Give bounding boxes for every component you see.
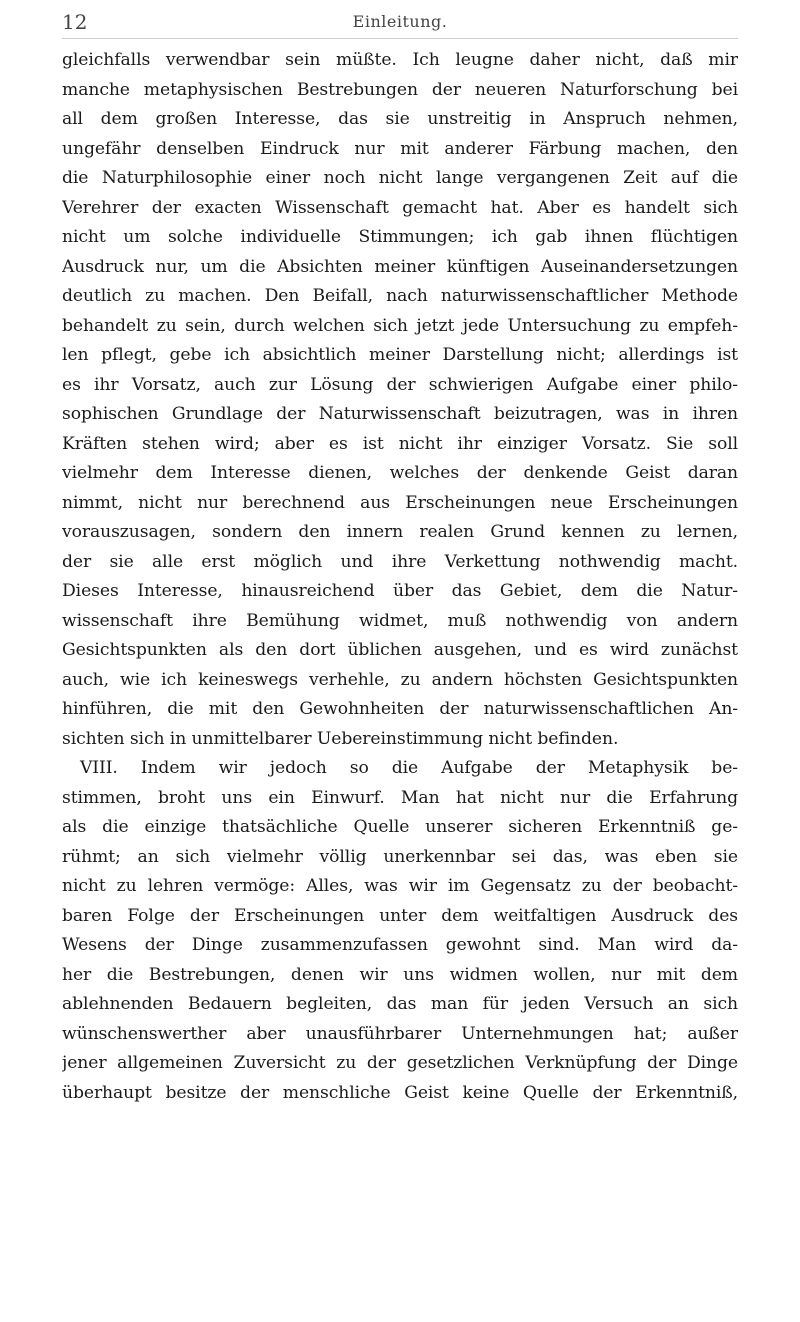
text-line: ungefähr denselben Eindruck nur mit anderer Färbung machen, den (62, 138, 738, 159)
text-line: sichten sich in unmittelbarer Uebereinstimmung nicht befinden. (62, 728, 619, 749)
text-line: gleichfalls verwendbar sein müßte. Ich leugne daher nicht, daß mir (62, 50, 738, 70)
text-line: sophischen Grundlage der Naturwissenschaft beizutragen, was in ihren (62, 404, 738, 424)
running-head (62, 4, 738, 39)
text-line: es ihr Vorsatz, auch zur Lösung der schwierigen Aufgabe einer philo- (62, 374, 738, 395)
text-line: manche metaphysischen Bestrebungen der neueren Naturforschung bei (62, 79, 738, 100)
text-line: deutlich zu machen. Den Beifall, nach naturwissenschaftlicher Methode (62, 286, 738, 306)
text-line: Gesichtspunkten als den dort üblichen ausgehen, und es wird zunächst (62, 640, 738, 660)
text-line: Kräften stehen wird; aber es ist nicht ihr einziger Vorsatz. Sie soll (62, 433, 738, 454)
text-line: wissenschaft ihre Bemühung widmet, muß nothwendig von andern (62, 610, 738, 631)
text-line: baren Folge der Erscheinungen unter dem weitfaltigen Ausdruck des (62, 905, 738, 926)
text-line: als die einzige thatsächliche Quelle unserer sicheren Erkenntniß ge- (62, 817, 738, 837)
text-line: jener allgemeinen Zuversicht zu der gesetzlichen Verknüpfung der Dinge (62, 1053, 738, 1073)
text-line: der sie alle erst möglich und ihre Verkettung nothwendig macht. (62, 551, 738, 572)
text-line: Verehrer der exacten Wissenschaft gemacht hat. Aber es handelt sich (62, 197, 738, 218)
text-line: Dieses Interesse, hinausreichend über das Gebiet, dem die Natur- (62, 581, 738, 601)
page-number: 12 (62, 10, 88, 34)
text-line: her die Bestrebungen, denen wir uns widmen wollen, nur mit dem (62, 964, 738, 985)
text-line: auch, wie ich keineswegs verhehle, zu andern höchsten Gesichtspunkten (62, 669, 738, 690)
text-line: nimmt, nicht nur berechnend aus Erscheinungen neue Erscheinungen (62, 492, 738, 513)
text-line: vielmehr dem Interesse dienen, welches der denkende Geist daran (62, 463, 738, 483)
text-line: hinführen, die mit den Gewohnheiten der naturwissenschaftlichen An- (62, 699, 738, 719)
text-line: Ausdruck nur, um die Absichten meiner künftigen Auseinandersetzungen (62, 256, 738, 277)
text-line: die Naturphilosophie einer noch nicht lange vergangenen Zeit auf die (62, 168, 738, 188)
text-line: nicht um solche individuelle Stimmungen; ich gab ihnen flüchtigen (62, 227, 738, 247)
text-line: rühmt; an sich vielmehr völlig unerkennbar sei das, was eben sie (62, 846, 738, 867)
text-line: überhaupt besitze der menschliche Geist keine Quelle der Erkenntniß, (62, 1082, 738, 1103)
text-line: vorauszusagen, sondern den innern realen Grund kennen zu lernen, (62, 522, 738, 542)
text-line: len pflegt, gebe ich absichtlich meiner Darstellung nicht; allerdings ist (62, 345, 738, 365)
text-line: all dem großen Interesse, das sie unstreitig in Anspruch nehmen, (62, 109, 738, 129)
text-line: stimmen, broht uns ein Einwurf. Man hat nicht nur die Erfahrung (62, 787, 738, 808)
text-line: behandelt zu sein, durch welchen sich jetzt jede Untersuchung zu empfeh- (62, 315, 738, 336)
running-title: Einleitung. (352, 12, 448, 31)
text-line: ablehnenden Bedauern begleiten, das man für jeden Versuch an sich (62, 994, 738, 1014)
section-heading-line: VIII. Indem wir jedoch so die Aufgabe der Metaphysik be- (80, 758, 738, 778)
body-text (62, 46, 738, 1108)
text-line: nicht zu lehren vermöge: Alles, was wir im Gegensatz zu der beobacht- (62, 876, 738, 896)
text-line: wünschenswerther aber unausführbarer Unternehmungen hat; außer (62, 1023, 738, 1044)
text-line: Wesens der Dinge zusammenzufassen gewohnt sind. Man wird da- (62, 935, 738, 955)
